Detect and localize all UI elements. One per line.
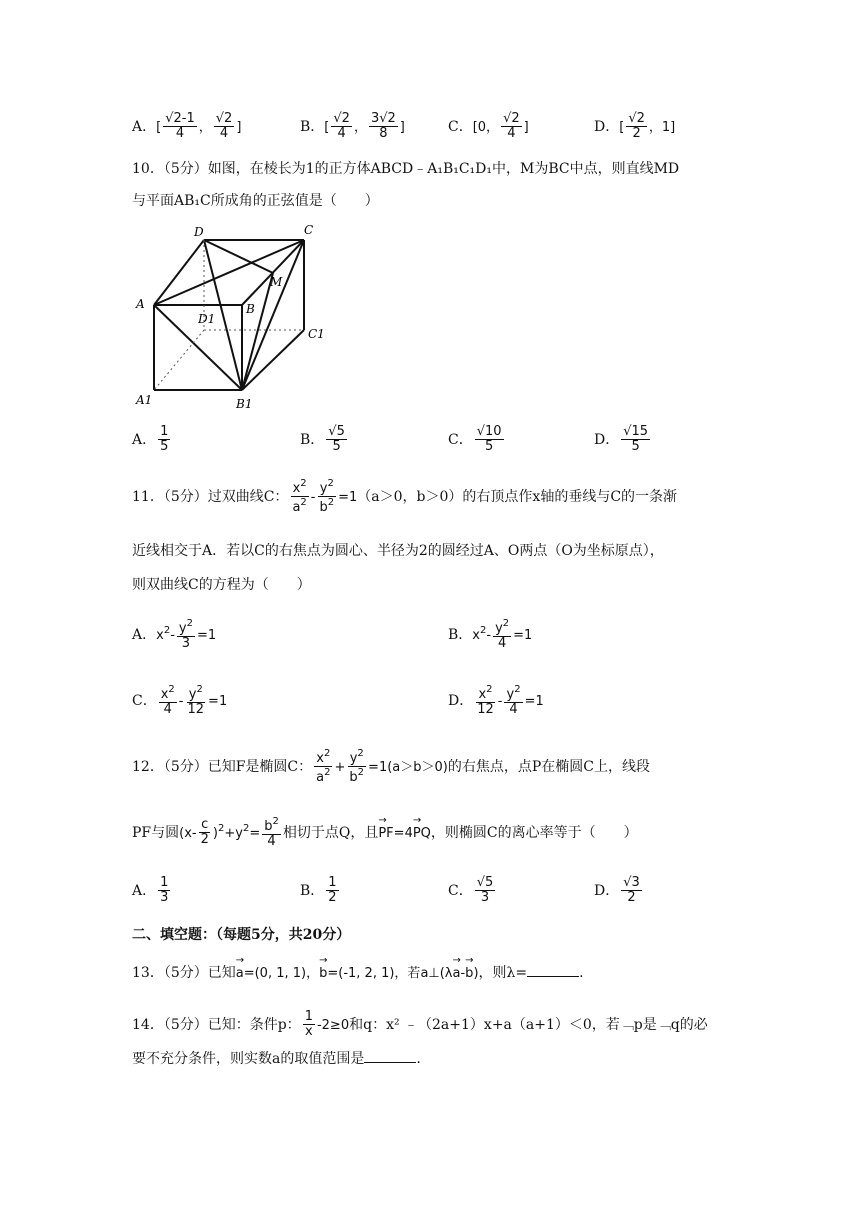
section-title: 二、填空题：（每题5分，共20分）: [132, 927, 351, 943]
q11-option-d: D． $\frac{x^2}{12}$ - $\frac{y^2}{4}$ =1: [448, 684, 544, 718]
label-c1: C1: [308, 327, 325, 341]
q14-line2: 要不充分条件，则实数a的取值范围是 .: [132, 1051, 421, 1067]
q14-line1: 14．（5分）已知：条件p： $\frac{1}{x}$ -2≥0和q：x² ﹣（2a+1）x+a（a+1）＜0，若﹁p是﹁q的必: [132, 1009, 708, 1040]
q9-option-d: D．[ $\frac{√2}{2}$ ，1]: [594, 111, 676, 142]
q10-option-d: D． $\frac{√15}{5}$: [594, 424, 649, 455]
q10-option-c: C． $\frac{√10}{5}$: [448, 424, 502, 455]
q14-blank[interactable]: [364, 1050, 416, 1063]
label-b: B: [246, 302, 255, 316]
q12-line1: 12．（5分）已知F是椭圆C： $\frac{x^2}{a^2}$ + $\frac{y^2}{b^2}$ =1(a＞b＞0)的右焦点，点P在椭圆C上，线段: [132, 748, 650, 786]
q12-option-a: A． $\frac{1}{3}$: [132, 875, 169, 906]
label-b1: B1: [236, 397, 253, 411]
q11-option-b: B．$x^2-$ $\frac{y^2}{4}$ =1: [448, 618, 533, 652]
cube-figure: [132, 220, 332, 415]
q12-option-c: C． $\frac{√5}{3}$: [448, 875, 494, 906]
q10-option-a: A． $\frac{1}{5}$: [132, 424, 169, 455]
q12-option-b: B． $\frac{1}{2}$: [300, 875, 337, 906]
q9-option-a: A．[ $\frac{√2-1}{4}$ ， $\frac{√2}{4}$ ]: [132, 111, 242, 142]
q10-option-b: B． $\frac{√5}{5}$: [300, 424, 345, 455]
q9-option-c: C．[0， $\frac{√2}{4}$ ]: [448, 111, 529, 142]
q12-line2: PF与圆(x- $\frac{c}{2}$ )$^2+y^2=$ $\frac{b^2}{4}$ 相切于点Q，且→ PF=4→ PQ，则椭圆C的离心率等于（ ）: [132, 816, 638, 850]
q11-line2: 近线相交于A．若以C的右焦点为圆心、半径为2的圆经过A、O两点（O为坐标原点），: [132, 543, 664, 559]
q13-blank[interactable]: [527, 964, 579, 977]
q11-line3: 则双曲线C的方程为（ ）: [132, 577, 311, 593]
q12-option-d: D． $\frac{√3}{2}$: [594, 875, 640, 906]
label-d: D: [194, 225, 204, 239]
q11-option-c: C． $\frac{x^2}{4}$ - $\frac{y^2}{12}$ =1: [132, 684, 228, 718]
q10-line2: 与平面AB₁C所成角的正弦值是（ ）: [132, 193, 379, 209]
q9-option-b: B．[ $\frac{√2}{4}$ ， $\frac{3√2}{8}$ ]: [300, 111, 405, 142]
label-m: M: [270, 275, 283, 289]
label-a1: A1: [136, 393, 153, 407]
label-c: C: [304, 223, 314, 237]
q10-line1: 10．（5分）如图，在棱长为1的正方体ABCD﹣A₁B₁C₁D₁中，M为BC中点，则直线MD: [132, 161, 680, 177]
q11-option-a: A．$x^2-$ $\frac{y^2}{3}$ =1: [132, 618, 217, 652]
q11-line1: 11．（5分）过双曲线C： $\frac{x^2}{a^2}$ - $\frac{y^2}{b^2}$ =1（a＞0，b＞0）的右顶点作x轴的垂线与C的一条渐: [132, 478, 678, 516]
q13-line: 13．（5分）已知→ a=(0, 1, 1)，→ b=(-1, 2, 1)，若a⊥(λ→ a-→ b)，则λ= .: [132, 962, 584, 982]
label-a: A: [136, 297, 145, 311]
label-d1: D1: [198, 312, 216, 326]
